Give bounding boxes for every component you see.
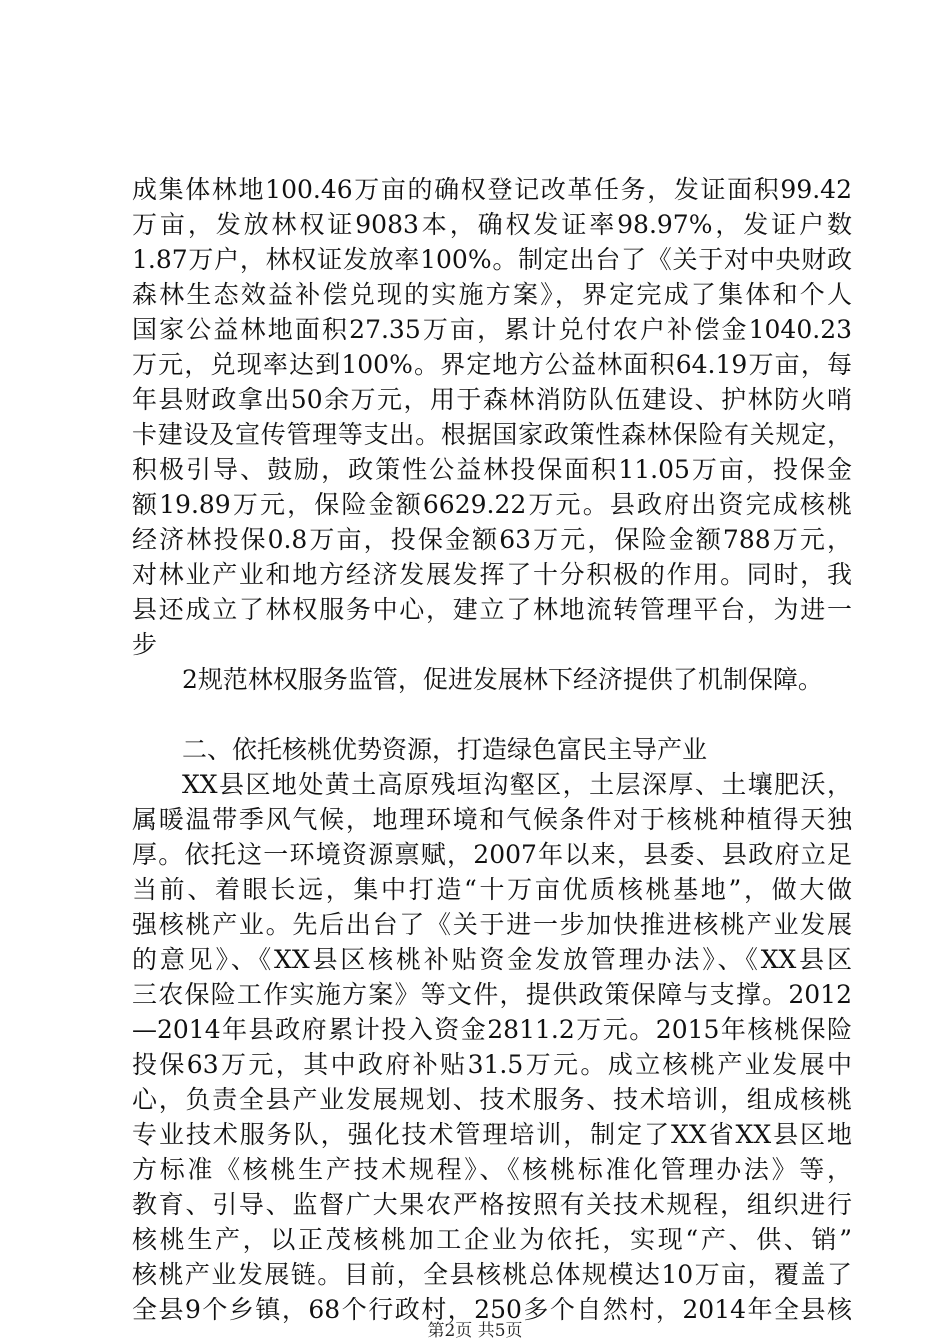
body-text-line: 1.87万户，林权证发放率100%。制定出台了《关于对中央财政: [132, 245, 852, 274]
body-text-line: 对林业产业和地方经济发展发挥了十分积极的作用。同时，我: [132, 560, 852, 589]
body-text-line: 三农保险工作实施方案》等文件，提供政策保障与支撑。2012: [132, 980, 852, 1009]
body-text-line: XX县区地处黄土高原残垣沟壑区，土层深厚、土壤肥沃，: [182, 770, 852, 799]
body-text-line: 当前、着眼长远，集中打造“十万亩优质核桃基地”，做大做: [132, 875, 852, 904]
body-text-line: 心，负责全县产业发展规划、技术服务、技术培训，组成核桃: [132, 1085, 852, 1114]
body-text-line: 额19.89万元，保险金额6629.22万元。县政府出资完成核桃: [132, 490, 852, 519]
body-text-line: 专业技术服务队，强化技术管理培训，制定了XX省XX县区地: [132, 1120, 852, 1149]
body-text-line: 万亩，发放林权证9083本，确权发证率98.97%，发证户数: [132, 210, 852, 239]
body-text-line: 厚。依托这一环境资源禀赋，2007年以来，县委、县政府立足: [132, 840, 852, 869]
body-text-line: 万元，兑现率达到100%。界定地方公益林面积64.19万亩，每: [132, 350, 852, 379]
body-text-line: —2014年县政府累计投入资金2811.2万元。2015年核桃保险: [132, 1015, 852, 1044]
body-text-line: 经济林投保0.8万亩，投保金额63万元，保险金额788万元，: [132, 525, 852, 554]
paragraph-end-line: 2规范林权服务监管，促进发展林下经济提供了机制保障。: [182, 665, 823, 694]
body-text-line: 步: [132, 630, 158, 659]
body-text-line: 成集体林地100.46万亩的确权登记改革任务，发证面积99.42: [132, 175, 852, 204]
body-text-line: 核桃生产，以正茂核桃加工企业为依托，实现“产、供、销”: [132, 1225, 852, 1254]
body-text-line: 国家公益林地面积27.35万亩，累计兑付农户补偿金1040.23: [132, 315, 852, 344]
body-text-line: 森林生态效益补偿兑现的实施方案》，界定完成了集体和个人: [132, 280, 852, 309]
page-number-footer: 第2页 共5页: [427, 1321, 523, 1341]
body-text-line: 强核桃产业。先后出台了《关于进一步加快推进核桃产业发展: [132, 910, 852, 939]
body-text-line: 投保63万元，其中政府补贴31.5万元。成立核桃产业发展中: [132, 1050, 852, 1079]
body-text-line: 核桃产业发展链。目前，全县核桃总体规模达10万亩，覆盖了: [132, 1260, 852, 1289]
body-text-line: 全县9个乡镇，68个行政村，250多个自然村，2014年全县核: [132, 1295, 852, 1324]
body-text-line: 年县财政拿出50余万元，用于森林消防队伍建设、护林防火哨: [132, 385, 852, 414]
body-text-line: 县还成立了林权服务中心，建立了林地流转管理平台，为进一: [132, 595, 852, 624]
body-text-line: 教育、引导、监督广大果农严格按照有关技术规程，组织进行: [132, 1190, 852, 1219]
body-text-line: 卡建设及宣传管理等支出。根据国家政策性森林保险有关规定，: [132, 420, 852, 449]
section-heading: 二、依托核桃优势资源，打造绿色富民主导产业: [182, 735, 708, 764]
body-text-line: 的意见》、《XX县区核桃补贴资金发放管理办法》、《XX县区: [132, 945, 852, 974]
body-text-line: 属暖温带季风气候，地理环境和气候条件对于核桃种植得天独: [132, 805, 852, 834]
body-text-line: 积极引导、鼓励，政策性公益林投保面积11.05万亩，投保金: [132, 455, 852, 484]
body-text-line: 方标准《核桃生产技术规程》、《核桃标准化管理办法》等，: [132, 1155, 852, 1184]
